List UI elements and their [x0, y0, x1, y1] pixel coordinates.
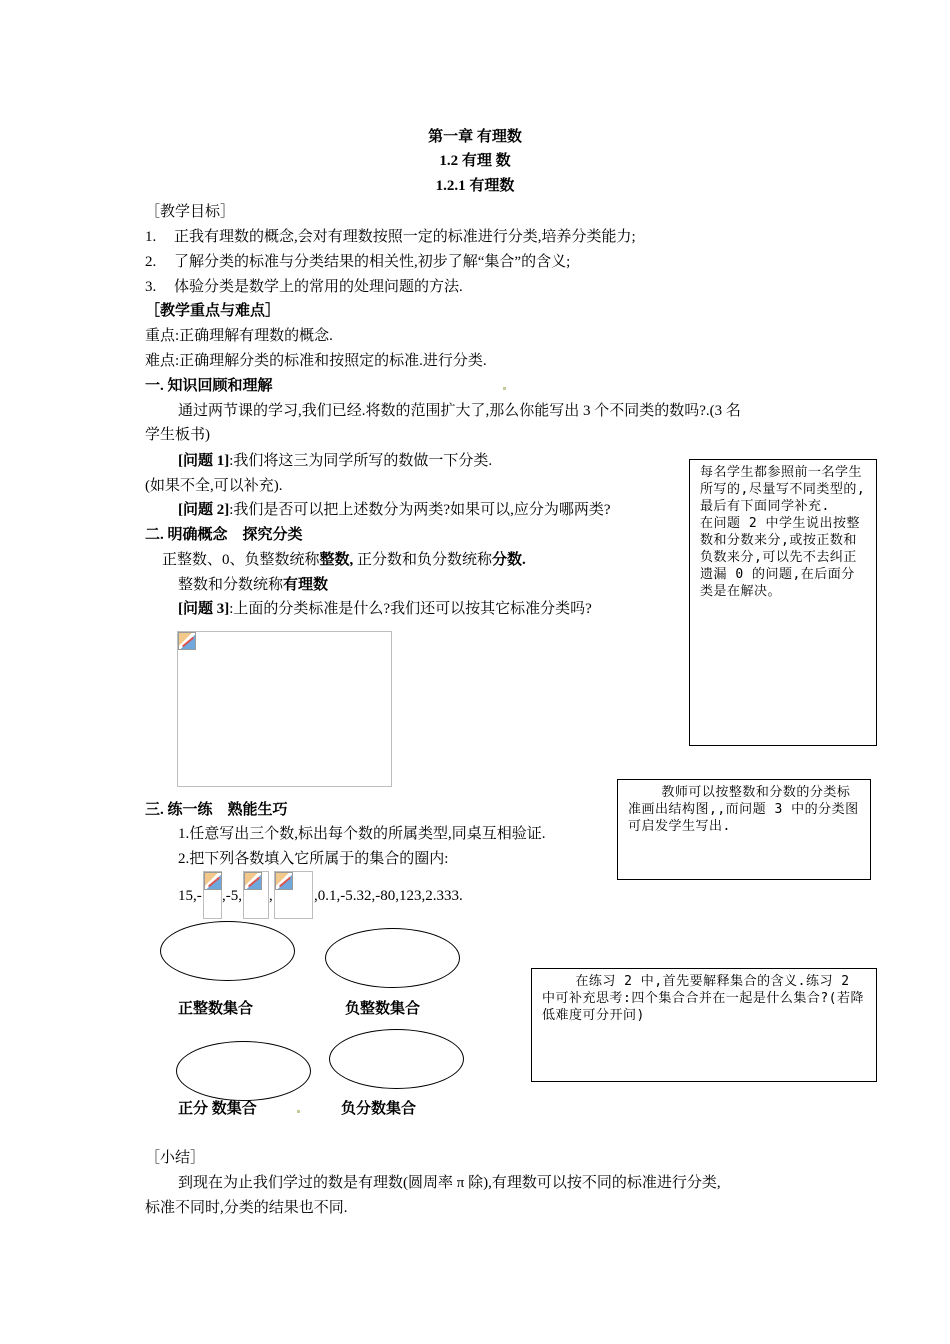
negative-fraction-set-ellipse	[329, 1029, 464, 1089]
exercise-item-1: 1.任意写出三个数,标出每个数的所属类型,同桌互相验证.	[178, 826, 546, 842]
broken-image-icon	[244, 872, 262, 890]
broken-image-icon	[204, 872, 222, 890]
concept-text: 整数和分数统称	[178, 577, 284, 593]
teacher-note-box-2: 教师可以按整数和分数的分类标准画出结构图,,而问题 3 中的分类图可启发学生写出.	[617, 779, 871, 880]
concept-text: 正整数、0、负整数统称	[162, 552, 320, 568]
numbers-part-b: ,-5,	[222, 888, 242, 904]
question-2-text: :我们是否可以把上述数分为两类?如果可以,应分为哪两类?	[229, 502, 611, 518]
question-2-label: [问题 2]	[178, 502, 230, 518]
concept-text: 正分数和负分数统称	[353, 552, 493, 568]
exercise-item-2: 2.把下列各数填入它所属于的集合的圈内:	[178, 851, 449, 867]
section3-heading: 三. 练一练 熟能生巧	[145, 802, 288, 818]
objective-num: 3.	[145, 279, 157, 295]
objective-text: 了解分类的标准与分类结果的相关性,初步了解“集合”的含义;	[174, 254, 571, 270]
question-1-label: [问题 1]	[178, 453, 230, 469]
question-3-label: [问题 3]	[178, 601, 230, 617]
positive-fraction-set-ellipse	[176, 1041, 311, 1101]
supplement-note: (如果不全,可以补充).	[145, 478, 283, 494]
chapter-title: 第一章 有理数	[428, 129, 522, 145]
numbers-part-a: 15,-	[178, 888, 202, 904]
positive-integer-set-ellipse	[160, 921, 295, 981]
question-3	[178, 599, 592, 619]
section1-heading: 一. 知识回顾和理解	[145, 378, 273, 394]
concept-term-rational: 有理数	[283, 577, 329, 593]
objective-text: 正我有理数的概念,会对有理数按照一定的标准进行分类,培养分类能力;	[174, 229, 636, 245]
scan-artifact	[297, 1110, 300, 1113]
teacher-note-box-1: 每名学生都参照前一名学生所写的,尽量写不同类型的,最后有下面同学补充. 在问题 2 中学生说出按整数和分数来分,或按正数和负数来分,可以先不去纠正遗漏 0 的问题,在后面分类是在解决。	[689, 459, 877, 746]
summary-line-2: 标准不同时,分类的结果也不同.	[145, 1200, 348, 1216]
section2-heading: 二. 明确概念 探究分类	[145, 527, 303, 543]
concept-line-1	[162, 550, 526, 570]
focus-text: 重点:正确理解有理数的概念.	[145, 328, 333, 344]
summary-line-1: 到现在为止我们学过的数是有理数(圆周率 π 除),有理数可以按不同的标准进行分类,	[178, 1175, 721, 1191]
broken-image-icon	[275, 872, 293, 890]
objective-num: 1.	[145, 229, 157, 245]
concept-term-integer: 整数,	[319, 552, 354, 568]
difficulty-text: 难点:正确理解分类的标准和按照定的标准.进行分类.	[145, 353, 487, 369]
fraction-image-placeholder	[243, 871, 269, 919]
section-title: 1.2 有理 数	[439, 153, 511, 169]
objective-item-3	[145, 277, 463, 297]
concept-term-fraction: 分数.	[492, 552, 526, 568]
keypoints-heading: ［教学重点与难点］	[145, 303, 281, 319]
numbers-part-c: ,	[269, 888, 273, 904]
negative-fraction-set-label: 负分数集合	[341, 1101, 417, 1117]
section1-paragraph-line2: 学生板书)	[145, 427, 210, 443]
negative-integer-set-label: 负整数集合	[345, 1001, 421, 1017]
negative-integer-set-ellipse	[325, 928, 460, 988]
objective-text: 体验分类是数学上的常用的处理问题的方法.	[174, 279, 463, 295]
scan-artifact	[503, 387, 506, 390]
objective-item-2	[145, 252, 570, 272]
objectives-heading: ［教学目标］	[145, 204, 236, 220]
question-2	[178, 500, 611, 520]
subsection-title: 1.2.1 有理数	[435, 178, 515, 194]
objective-num: 2.	[145, 254, 157, 270]
numbers-part-d: ,0.1,-5.32,-80,123,2.333.	[314, 888, 463, 904]
question-1	[178, 451, 492, 471]
objective-item-1	[145, 227, 636, 247]
question-1-text: :我们将这三为同学所写的数做一下分类.	[229, 453, 493, 469]
positive-fraction-set-label: 正分 数集合	[178, 1101, 257, 1117]
fraction-image-placeholder	[203, 871, 222, 919]
teacher-note-box-3: 在练习 2 中,首先要解释集合的含义.练习 2 中可补充思考:四个集合合并在一起是什么集合?(若降低难度可分开问)	[531, 968, 877, 1082]
section1-paragraph-line1: 通过两节课的学习,我们已经.将数的范围扩大了,那么你能写出 3 个不同类的数吗?.(3 名	[178, 403, 741, 419]
positive-integer-set-label: 正整数集合	[178, 1001, 254, 1017]
fraction-image-placeholder	[274, 871, 313, 919]
summary-heading: ［小结］	[145, 1150, 206, 1166]
question-3-text: :上面的分类标准是什么?我们还可以按其它标准分类吗?	[229, 601, 592, 617]
broken-image-icon	[178, 632, 196, 650]
classification-image-placeholder	[177, 631, 392, 787]
concept-line-2	[178, 575, 328, 595]
